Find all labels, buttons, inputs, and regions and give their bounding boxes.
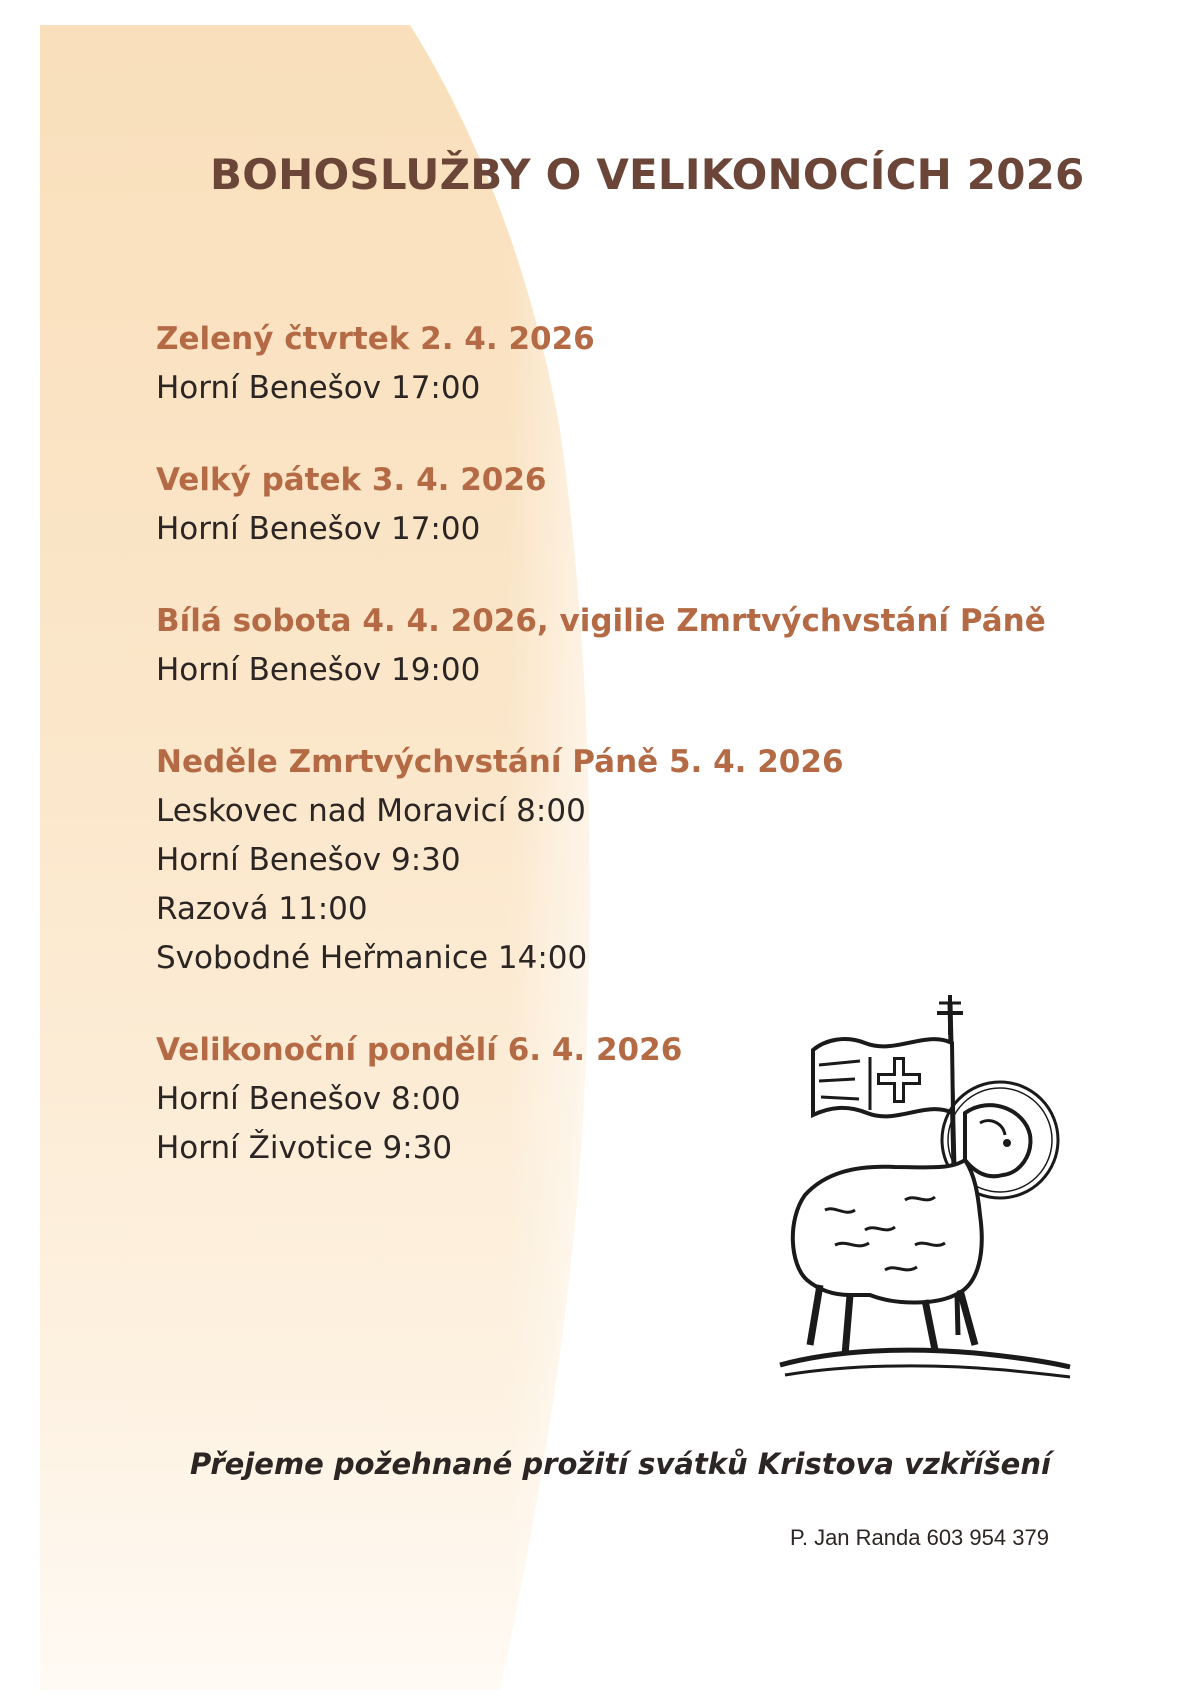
service-item [156,315,1056,413]
service-heading: Velký pátek 3. 4. 2026 [156,462,547,498]
page-title: BOHOSLUŽBY O VELIKONOCÍCH 2026 [210,150,1085,199]
service-time: Razová 11:00 [156,891,368,927]
service-item [156,597,1056,695]
service-heading: Bílá sobota 4. 4. 2026, vigilie Zmrtvýchvstání Páně [156,603,1046,639]
service-time: Horní Benešov 19:00 [156,652,481,688]
closing-wish: Přejeme požehnané prožití svátků Kristova vzkříšení [190,1447,1051,1481]
contact-line: P. Jan Randa 603 954 379 [790,1525,1049,1550]
service-heading: Zelený čtvrtek 2. 4. 2026 [156,321,595,357]
service-heading: Velikonoční pondělí 6. 4. 2026 [156,1032,683,1068]
service-item [156,456,1056,554]
service-time: Horní Benešov 9:30 [156,842,461,878]
service-item [156,738,1056,983]
service-time: Svobodné Heřmanice 14:00 [156,940,588,976]
paschal-lamb-illustration [775,995,1075,1395]
service-heading: Neděle Zmrtvýchvstání Páně 5. 4. 2026 [156,744,844,780]
service-time: Leskovec nad Moravicí 8:00 [156,793,586,829]
service-time: Horní Životice 9:30 [156,1130,453,1166]
service-time: Horní Benešov 17:00 [156,370,481,406]
service-time: Horní Benešov 8:00 [156,1081,461,1117]
service-time: Horní Benešov 17:00 [156,511,481,547]
